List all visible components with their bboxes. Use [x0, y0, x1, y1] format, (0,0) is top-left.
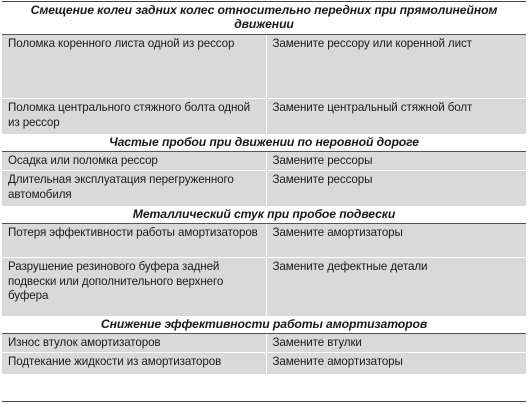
- table-row: [2, 258, 526, 317]
- remedy-cell: Замените дефектные детали: [266, 258, 526, 317]
- section-header: [2, 206, 526, 224]
- table-row: [2, 224, 526, 258]
- cause-cell: Подтекание жидкости из амортизаторов: [2, 353, 266, 375]
- cause-cell: Разрушение резинового буфера задней подвески или дополнительного верхнего буфера: [2, 258, 266, 317]
- cause-cell: Длительная эксплуатация перегруженного автомобиля: [2, 171, 266, 207]
- remedy-cell: Замените амортизаторы: [266, 224, 526, 258]
- table-row: [2, 99, 526, 135]
- table-row: [2, 152, 526, 171]
- section-header: [2, 134, 526, 152]
- remedy-cell: Замените центральный стяжной болт: [266, 99, 526, 135]
- table-row: [2, 334, 526, 353]
- section-title: Снижение эффективности работы амортизаторов: [2, 316, 526, 334]
- section-header: [2, 2, 526, 35]
- cause-cell: Поломка коренного листа одной из рессор: [2, 35, 266, 99]
- cause-cell: Потеря эффективности работы амортизаторов: [2, 224, 266, 258]
- remedy-cell: Замените рессоры: [266, 152, 526, 171]
- remedy-cell: Замените рессору или коренной лист: [266, 35, 526, 99]
- troubleshooting-table: [2, 1, 526, 402]
- cause-cell: Износ втулок амортизаторов: [2, 334, 266, 353]
- table-row: [2, 35, 526, 99]
- cause-cell: Поломка центрального стяжного болта одной из рессор: [2, 99, 266, 135]
- section-header: [2, 316, 526, 334]
- table-row: [2, 171, 526, 207]
- section-title: Смещение колеи задних колес относительно передних при прямолинейном движении: [2, 2, 526, 35]
- cause-cell: Осадка или поломка рессор: [2, 152, 266, 171]
- table: [2, 2, 526, 374]
- section-title: Металлический стук при пробое подвески: [2, 206, 526, 224]
- table-row: [2, 353, 526, 375]
- remedy-cell: Замените рессоры: [266, 171, 526, 207]
- remedy-cell: Замените втулки: [266, 334, 526, 353]
- remedy-cell: Замените амортизаторы: [266, 353, 526, 375]
- section-title: Частые пробои при движении по неровной дороге: [2, 134, 526, 152]
